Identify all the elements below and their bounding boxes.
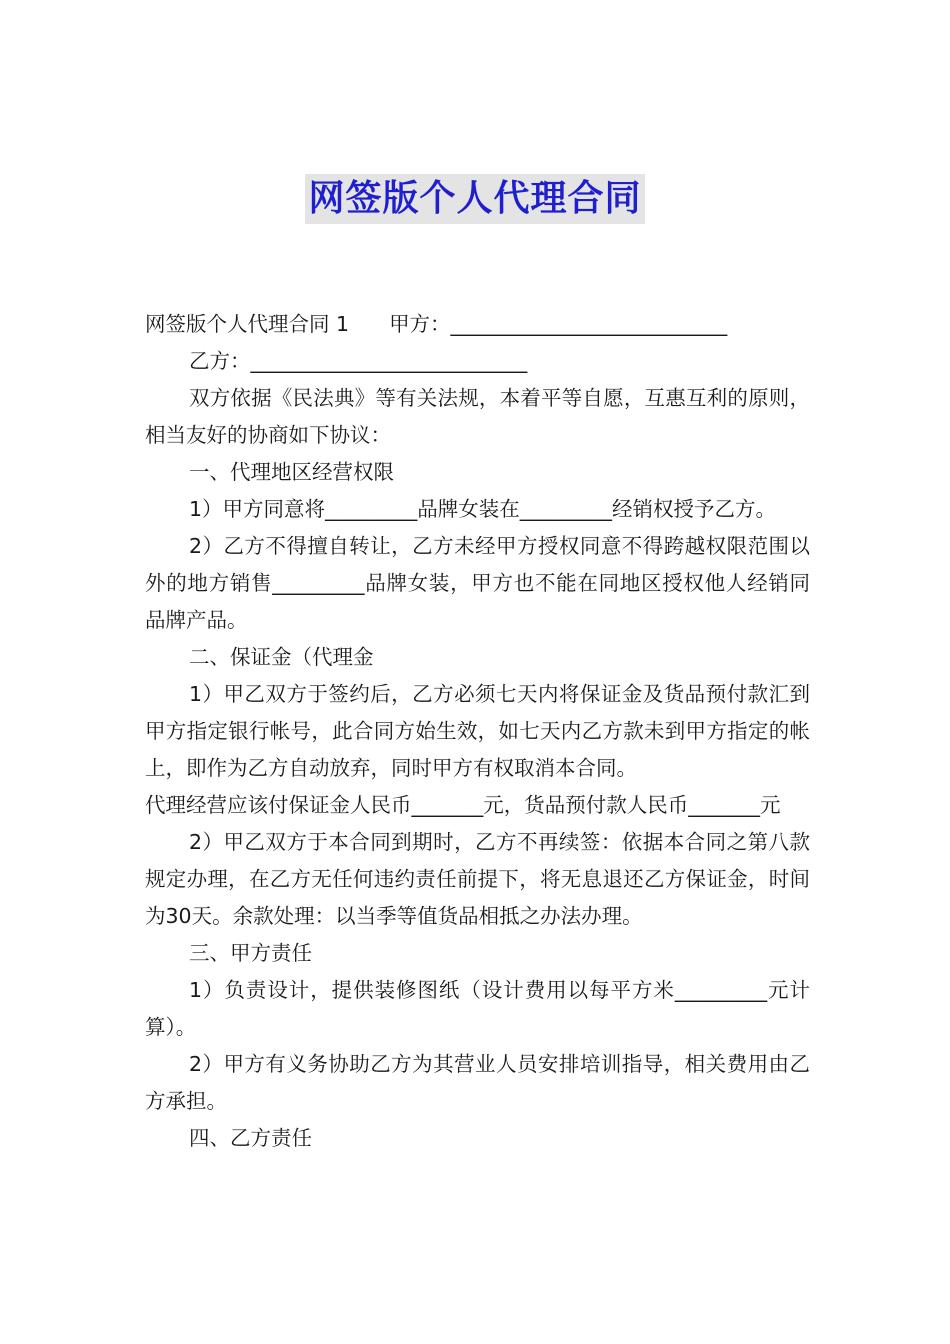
document-title: 网签版个人代理合同 bbox=[305, 174, 644, 224]
party-a-line bbox=[145, 306, 810, 343]
paragraph: 代理经营应该付保证金人民币_______元，货品预付款人民币_______元 bbox=[145, 793, 781, 817]
party-a-field: 甲方：___________________________ bbox=[389, 312, 728, 336]
party-b-line: 乙方：___________________________ bbox=[189, 349, 528, 373]
section-heading: 二、保证金（代理金 bbox=[189, 645, 374, 669]
section-heading: 四、乙方责任 bbox=[189, 1126, 312, 1150]
paragraph: 1）负责设计，提供装修图纸（设计费用以每平方米_________元计算）。 bbox=[145, 978, 810, 1039]
section-heading: 三、甲方责任 bbox=[189, 941, 312, 965]
paragraph: 1）甲乙双方于签约后，乙方必须七天内将保证金及货品预付款汇到甲方指定银行帐号，此合同方始生效，如七天内乙方款未到甲方指定的帐上，即作为乙方自动放弃，同时甲方有权取消本合同。 bbox=[145, 682, 810, 780]
contract-label: 网签版个人代理合同 1 bbox=[145, 312, 350, 336]
paragraph: 2）乙方不得擅自转让，乙方未经甲方授权同意不得跨越权限范围以外的地方销售_________品牌女装，甲方也不能在同地区授权他人经销同品牌产品。 bbox=[145, 534, 810, 632]
paragraph: 双方依据《民法典》等有关法规，本着平等自愿，互惠互利的原则，相当友好的协商如下协议： bbox=[145, 386, 810, 447]
document-body bbox=[145, 306, 810, 1157]
section-heading: 一、代理地区经营权限 bbox=[189, 460, 394, 484]
paragraph: 2）甲方有义务协助乙方为其营业人员安排培训指导，相关费用由乙方承担。 bbox=[145, 1052, 810, 1113]
document-title-block bbox=[0, 174, 950, 224]
paragraph: 2）甲乙双方于本合同到期时，乙方不再续签：依据本合同之第八款规定办理，在乙方无任何违约责任前提下，将无息退还乙方保证金，时间为30天。余款处理：以当季等值货品相抵之办法办理。 bbox=[145, 830, 810, 928]
paragraph: 1）甲方同意将_________品牌女装在_________经销权授予乙方。 bbox=[189, 497, 777, 521]
